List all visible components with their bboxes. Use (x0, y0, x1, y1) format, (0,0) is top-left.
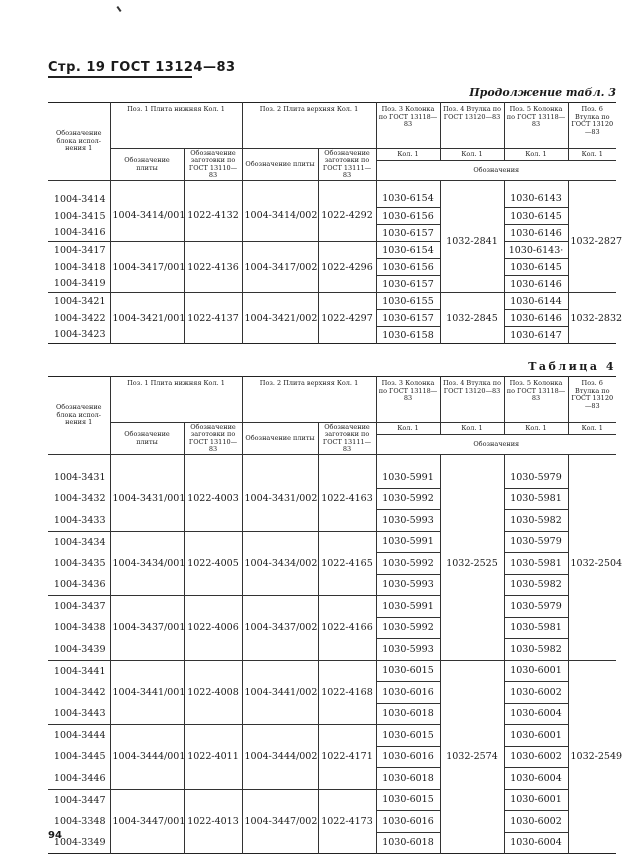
block-designation: 1004-3348 (53, 815, 106, 827)
designations-header: Обозначения (376, 435, 616, 455)
pos3-column: 1030-5992 (376, 617, 440, 639)
pos2-blank: 1022-4163 (318, 467, 376, 532)
plate-header: Обозначение плиты (110, 423, 184, 455)
pos1-blank: 1022-4003 (184, 467, 242, 532)
pos1-plate: 1004-3434/001 (110, 531, 184, 596)
pos5-column: 1030-6145 (504, 208, 568, 225)
pos3-column: 1030-6154 (376, 191, 440, 208)
qty-header: Кол. 1 (376, 149, 440, 161)
pos5-column: 1030-6146 (504, 225, 568, 242)
pos6-header: Поз. 6 Втулка по ГОСТ 13120—83 (568, 103, 616, 149)
pos3-column: 1030-6158 (376, 327, 440, 344)
pos4-bushing: 1032-2841 (440, 191, 504, 293)
qty-header: Кол. 1 (568, 149, 616, 161)
pos5-column: 1030-6143· (504, 242, 568, 259)
block-designation: 1004-3421 (53, 295, 106, 307)
pos2-blank: 1022-4168 (318, 660, 376, 725)
pos5-column: 1030-5979 (504, 467, 568, 489)
pos2-blank: 1022-4292 (318, 191, 376, 242)
qty-header: Кол. 1 (376, 423, 440, 435)
pos5-column: 1030-6145 (504, 259, 568, 276)
pos5-column: 1030-6144 (504, 293, 568, 310)
pos1-plate: 1004-3431/001 (110, 467, 184, 532)
pos5-column: 1030-6002 (504, 682, 568, 704)
block-designation: 1004-3447 (53, 794, 106, 806)
pos5-column: 1030-6004 (504, 832, 568, 854)
pos2-plate: 1004-3431/002 (242, 467, 318, 532)
pos1-plate: 1004-3444/001 (110, 725, 184, 790)
block-designation: 1004-3423 (53, 329, 106, 341)
block-designation: 1004-3444 (53, 730, 106, 741)
pos4-header: Поз. 4 Втулка по ГОСТ 13120—83 (440, 103, 504, 149)
pos5-header: Поз. 5 Колонка по ГОСТ 13118—83 (504, 103, 568, 149)
pos6-bushing: 1032-2504 (568, 467, 616, 661)
block-designation: 1004-3418 (53, 261, 106, 273)
pos1-blank: 1022-4136 (184, 242, 242, 293)
qty-header: Кол. 1 (504, 149, 568, 161)
pos3-column: 1030-5993 (376, 639, 440, 661)
block-designation: 1004-3432 (53, 493, 106, 505)
pos1-header: Поз. 1 Плита нижняя Кол. 1 (110, 377, 242, 423)
pos3-column: 1030-5991 (376, 467, 440, 489)
pos5-column: 1030-6002 (504, 811, 568, 833)
pos1-plate: 1004-3414/001 (110, 191, 184, 242)
pos3-column: 1030-5991 (376, 531, 440, 553)
pos2-blank: 1022-4173 (318, 789, 376, 854)
block-designation: 1004-3443 (48, 703, 110, 725)
pos2-plate: 1004-3437/002 (242, 596, 318, 661)
block-designation: 1004-3417 (53, 244, 106, 256)
pos1-plate: 1004-3447/001 (110, 789, 184, 854)
pos5-column: 1030-5979 (504, 596, 568, 618)
pos2-plate: 1004-3434/002 (242, 531, 318, 596)
pos6-bushing: 1032-2832 (568, 293, 616, 344)
pos2-plate: 1004-3417/002 (242, 242, 318, 293)
block-designation: 1004-3431 (53, 471, 106, 483)
qty-header: Кол. 1 (440, 423, 504, 435)
table-3 (48, 102, 623, 344)
pos1-blank: 1022-4137 (184, 293, 242, 344)
pos5-column: 1030-6001 (504, 660, 568, 682)
pos1-blank: 1022-4013 (184, 789, 242, 854)
pos5-column: 1030-5979 (504, 531, 568, 553)
block-designation: 1004-3441 (53, 665, 106, 677)
pos2-blank: 1022-4296 (318, 242, 376, 293)
block-designation: 1004-3415 (53, 210, 106, 222)
page-number: 94 (48, 830, 62, 841)
block-designation: 1004-3446 (48, 768, 110, 790)
qty-header: Кол. 1 (440, 149, 504, 161)
pos3-column: 1030-6016 (376, 746, 440, 768)
pos3-column: 1030-6015 (376, 725, 440, 747)
block-designation: 1004-3433 (48, 510, 110, 532)
block-designation: 1004-3422 (53, 312, 106, 324)
pos2-blank: 1022-4165 (318, 531, 376, 596)
pos6-bushing: 1032-2827 (568, 191, 616, 293)
block-designation: 1004-3419 (48, 276, 110, 293)
block-designation: 1004-3435 (53, 557, 106, 569)
pos5-column: 1030-5981 (504, 617, 568, 639)
pos3-column: 1030-6155 (376, 293, 440, 310)
pos3-column: 1030-6018 (376, 832, 440, 854)
pos5-column: 1030-6004 (504, 703, 568, 725)
pos2-blank: 1022-4297 (318, 293, 376, 344)
pos5-column: 1030-6001 (504, 789, 568, 811)
block-designation: 1004-3445 (53, 751, 106, 763)
scan-mark (116, 6, 121, 12)
pos4-header: Поз. 4 Втулка по ГОСТ 13120—83 (440, 377, 504, 423)
pos6-bushing: 1032-2549 (568, 660, 616, 854)
pos3-column: 1030-6015 (376, 789, 440, 811)
page-header: Стр. 19 ГОСТ 13124—83 (48, 60, 236, 75)
pos3-column: 1030-5992 (376, 488, 440, 510)
designation-header: Обозначение блока испол-нения 1 (48, 103, 110, 181)
block-designation: 1004-3414 (53, 193, 106, 205)
pos2-blank: 1022-4171 (318, 725, 376, 790)
block-designation: 1004-3437 (53, 601, 106, 612)
blank2-header: Обозначение заготовки по ГОСТ 13111—83 (318, 149, 376, 181)
pos2-plate: 1004-3421/002 (242, 293, 318, 344)
pos1-header: Поз. 1 Плита нижняя Кол. 1 (110, 103, 242, 149)
pos3-column: 1030-6157 (376, 225, 440, 242)
pos3-column: 1030-6016 (376, 682, 440, 704)
pos3-column: 1030-5991 (376, 596, 440, 618)
block-designation: 1004-3439 (48, 639, 110, 661)
pos5-column: 1030-6147 (504, 327, 568, 344)
block-designation: 1004-3349 (53, 837, 106, 848)
pos5-column: 1030-6146 (504, 276, 568, 293)
table-4 (48, 376, 623, 854)
pos3-column: 1030-5993 (376, 510, 440, 532)
pos2-plate: 1004-3444/002 (242, 725, 318, 790)
plate-header: Обозначение плиты (110, 149, 184, 181)
pos4-bushing: 1032-2525 (440, 467, 504, 661)
pos3-column: 1030-5992 (376, 553, 440, 575)
pos5-column: 1030-5981 (504, 553, 568, 575)
pos5-column: 1030-6004 (504, 768, 568, 790)
table3-caption: Продолжение табл. 3 (469, 86, 616, 99)
pos5-column: 1030-6001 (504, 725, 568, 747)
block-designation: 1004-3434 (53, 536, 106, 548)
pos5-column: 1030-5982 (504, 639, 568, 661)
pos5-column: 1030-5982 (504, 574, 568, 596)
pos2-blank: 1022-4166 (318, 596, 376, 661)
pos3-header: Поз. 3 Колонка по ГОСТ 13118—83 (376, 377, 440, 423)
pos5-column: 1030-6143 (504, 191, 568, 208)
pos1-plate: 1004-3421/001 (110, 293, 184, 344)
pos3-column: 1030-6015 (376, 660, 440, 682)
pos5-column: 1030-5982 (504, 510, 568, 532)
block-designation: 1004-3438 (53, 622, 106, 634)
pos3-column: 1030-6156 (376, 259, 440, 276)
pos1-plate: 1004-3441/001 (110, 660, 184, 725)
pos6-header: Поз. 6 Втулка по ГОСТ 13120—83 (568, 377, 616, 423)
pos2-plate: 1004-3441/002 (242, 660, 318, 725)
pos3-column: 1030-6016 (376, 811, 440, 833)
blank1-header: Обозначение заготовки по ГОСТ 13110—83 (184, 423, 242, 455)
pos3-column: 1030-6156 (376, 208, 440, 225)
pos1-blank: 1022-4005 (184, 531, 242, 596)
pos5-header: Поз. 5 Колонка по ГОСТ 13118—83 (504, 377, 568, 423)
pos3-column: 1030-6157 (376, 276, 440, 293)
pos3-column: 1030-6157 (376, 310, 440, 327)
pos3-header: Поз. 3 Колонка по ГОСТ 13118—83 (376, 103, 440, 149)
qty-header: Кол. 1 (504, 423, 568, 435)
pos1-blank: 1022-4132 (184, 191, 242, 242)
pos5-column: 1030-6002 (504, 746, 568, 768)
pos2-header: Поз. 2 Плита верхняя Кол. 1 (242, 377, 376, 423)
blank2-header: Обозначение заготовки по ГОСТ 13111—83 (318, 423, 376, 455)
designations-header: Обозначения (376, 161, 616, 181)
pos2-header: Поз. 2 Плита верхняя Кол. 1 (242, 103, 376, 149)
table4-caption: Таблица 4 (528, 360, 616, 373)
pos1-plate: 1004-3417/001 (110, 242, 184, 293)
designation-header: Обозначение блока испол-нения 1 (48, 377, 110, 455)
plate-header: Обозначение плиты (242, 423, 318, 455)
block-designation: 1004-3436 (48, 574, 110, 596)
pos1-blank: 1022-4011 (184, 725, 242, 790)
qty-header: Кол. 1 (568, 423, 616, 435)
pos3-column: 1030-6154 (376, 242, 440, 259)
pos3-column: 1030-5993 (376, 574, 440, 596)
pos1-plate: 1004-3437/001 (110, 596, 184, 661)
pos3-column: 1030-6018 (376, 703, 440, 725)
header-rule (48, 76, 192, 78)
pos5-column: 1030-5981 (504, 488, 568, 510)
pos1-blank: 1022-4008 (184, 660, 242, 725)
pos5-column: 1030-6146 (504, 310, 568, 327)
pos4-bushing: 1032-2574 (440, 660, 504, 854)
block-designation: 1004-3416 (48, 225, 110, 242)
blank1-header: Обозначение заготовки по ГОСТ 13110—83 (184, 149, 242, 181)
pos1-blank: 1022-4006 (184, 596, 242, 661)
pos4-bushing: 1032-2845 (440, 293, 504, 344)
block-designation: 1004-3442 (53, 686, 106, 698)
plate-header: Обозначение плиты (242, 149, 318, 181)
pos2-plate: 1004-3447/002 (242, 789, 318, 854)
pos2-plate: 1004-3414/002 (242, 191, 318, 242)
pos3-column: 1030-6018 (376, 768, 440, 790)
